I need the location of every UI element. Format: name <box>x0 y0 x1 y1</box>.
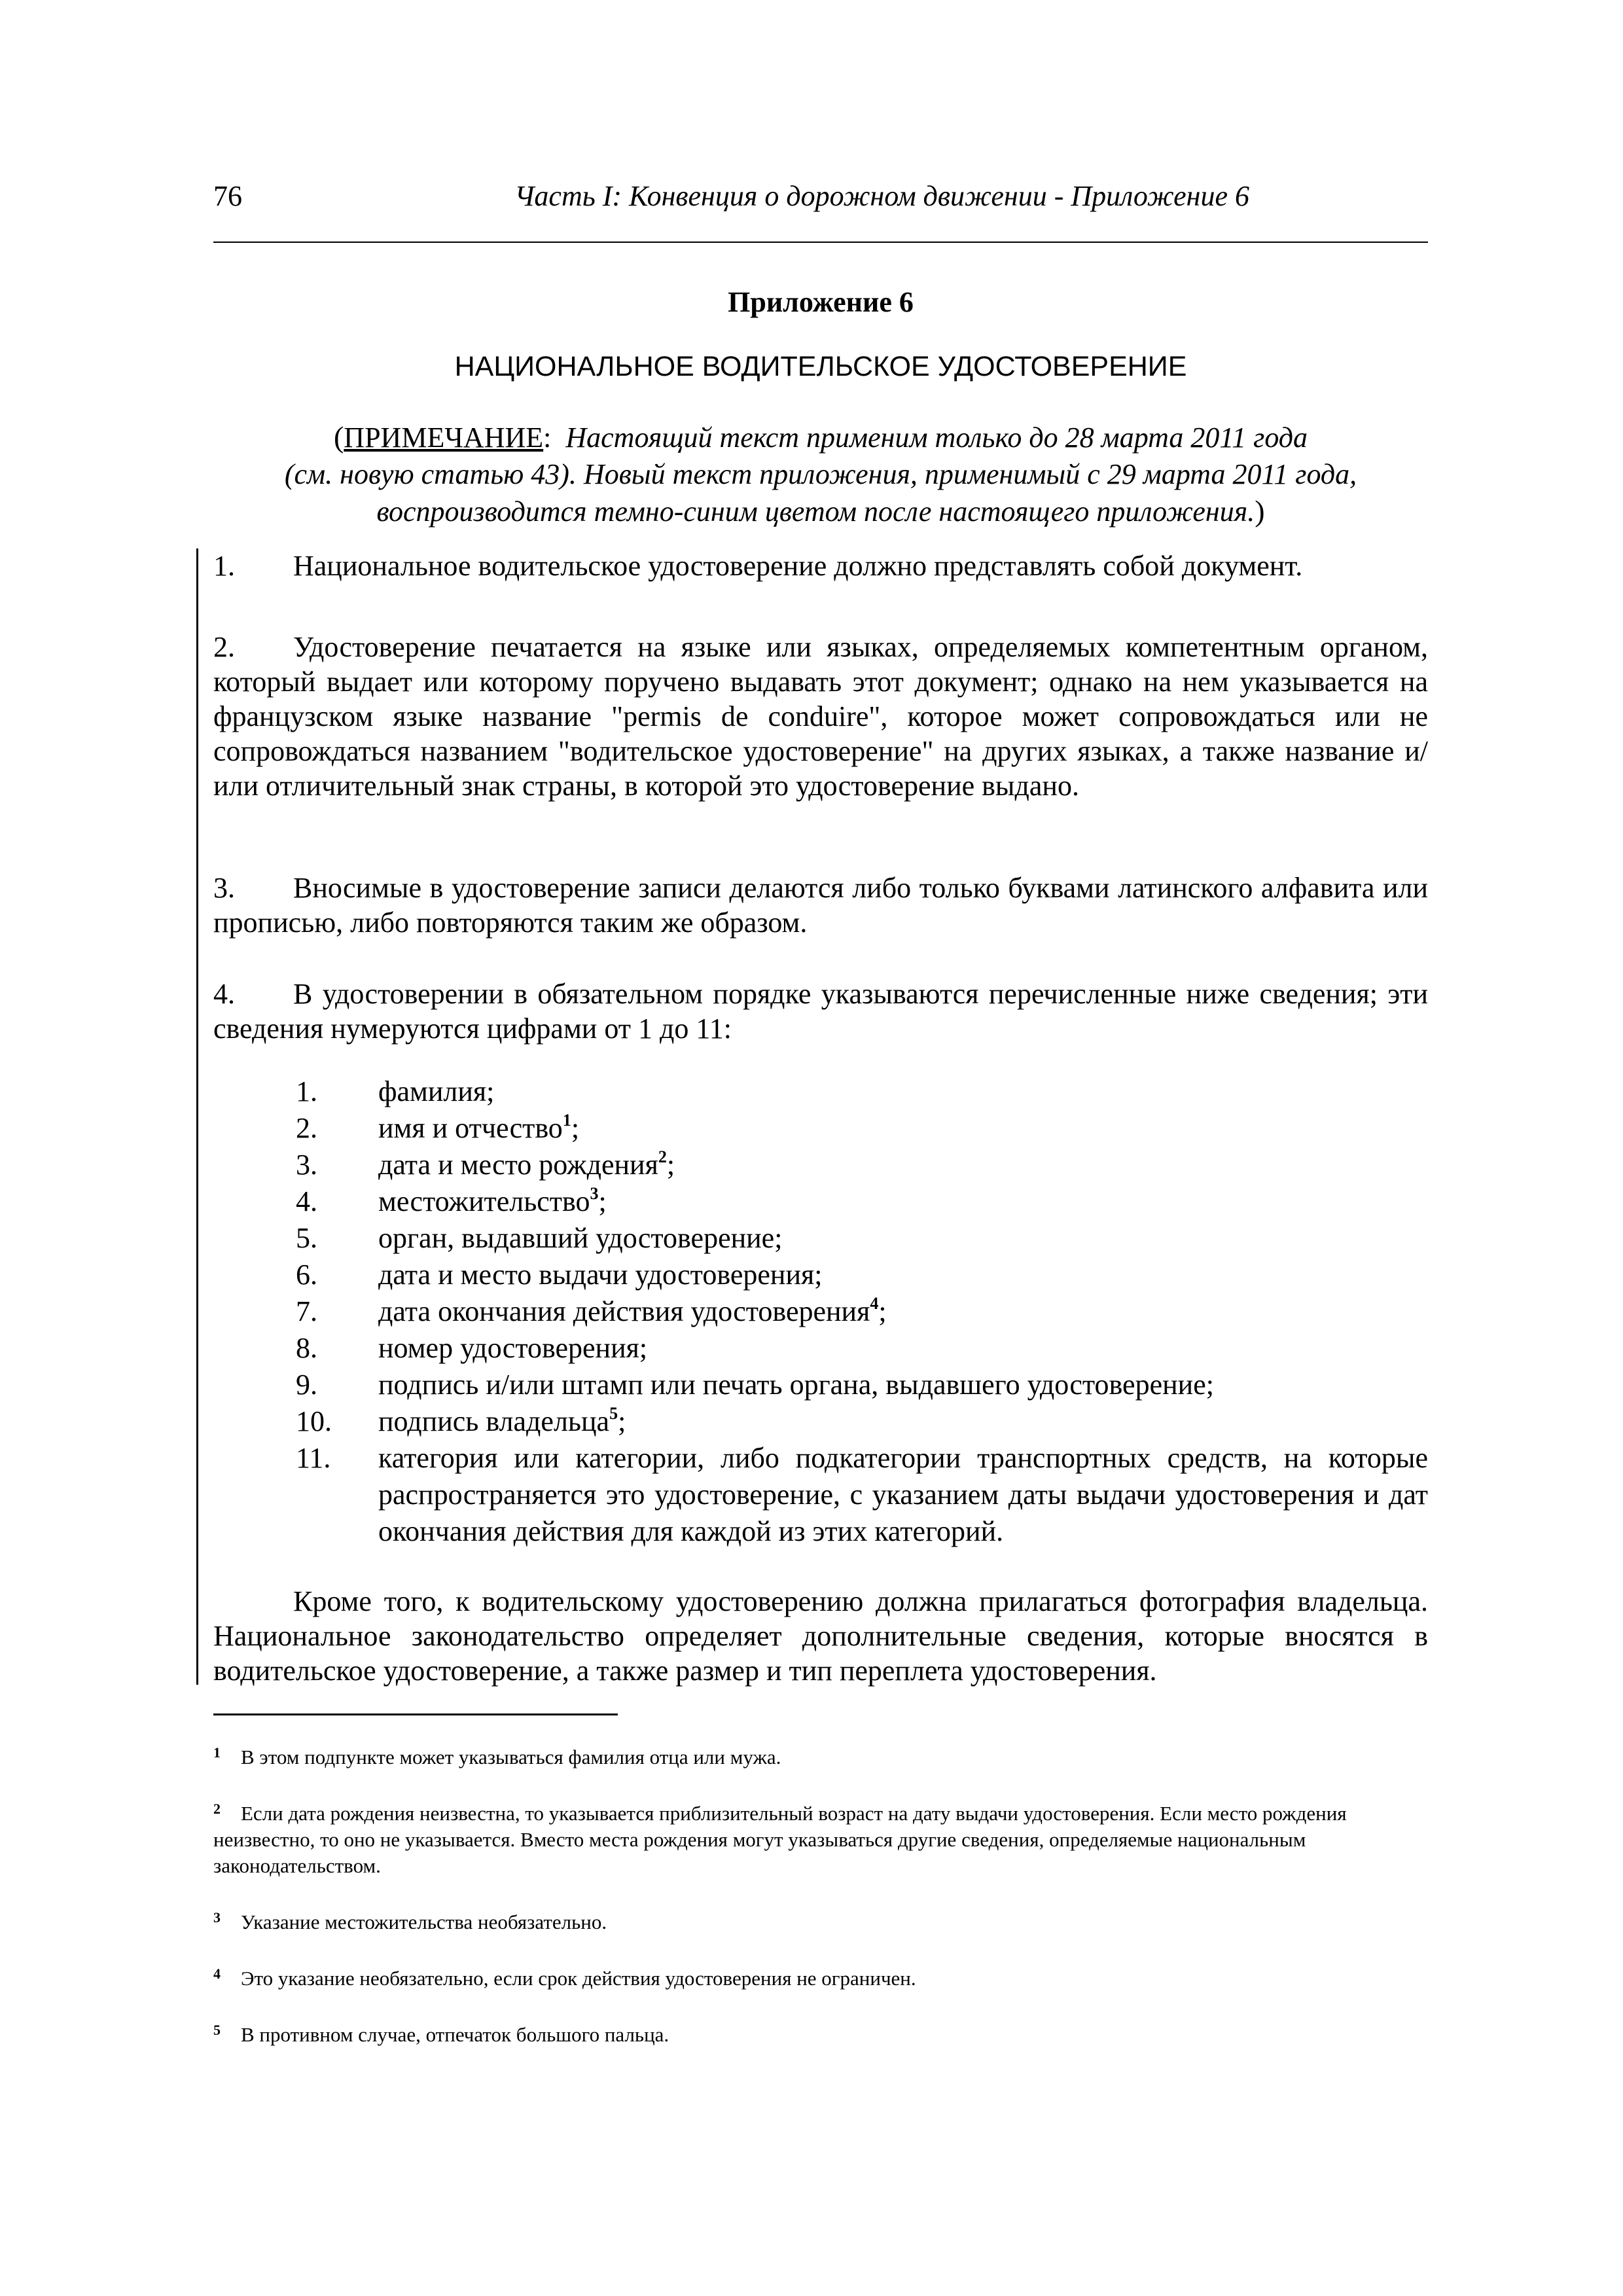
paragraph-4 <box>213 977 1428 1046</box>
footnote-text: Указание местожительства необязательно. <box>241 1910 607 1933</box>
list-item-tail: ; <box>774 1222 783 1254</box>
list-item-text: дата окончания действия удостоверения <box>378 1295 870 1327</box>
footnote-mark: 1 <box>213 1744 221 1761</box>
list-item-tail: ; <box>571 1112 580 1144</box>
footnote-5 <box>213 2017 1428 2048</box>
footnote-text: В противном случае, отпечаток большого пальца. <box>241 2023 669 2046</box>
note-open-paren: ( <box>333 420 344 454</box>
footnote-ref[interactable]: 1 <box>562 1111 571 1130</box>
note-close-paren: ) <box>1255 494 1265 528</box>
list-item-text: подпись и/или штамп или печать органа, выдавшего удостоверение <box>378 1369 1206 1401</box>
annex-subtitle: НАЦИОНАЛЬНОЕ ВОДИТЕЛЬСКОЕ УДОСТОВЕРЕНИЕ <box>454 351 1187 382</box>
paragraph-2 <box>213 630 1428 803</box>
list-item-tail: ; <box>486 1075 495 1107</box>
footnote-ref[interactable]: 4 <box>870 1294 879 1313</box>
paragraph-text: Национальное водительское удостоверение должно представлять собой документ. <box>293 550 1303 582</box>
list-item-number: 2. <box>296 1112 317 1144</box>
list-item-text: местожительство <box>378 1185 590 1217</box>
list-item-text: категория или категории, либо подкатегории транспортных средств, на которые распространяется это удостоверение, с указанием даты выдачи удостоверения и дат окончания действия для каждой из этих категорий. <box>378 1442 1428 1547</box>
list-item <box>213 1183 1428 1220</box>
annex-title: Приложение 6 <box>728 286 914 318</box>
paragraph-text: Вносимые в удостоверение записи делаются либо только буквами латинского алфавита или прописью, либо повторяются таким же образом. <box>213 872 1428 939</box>
footnote-text: В этом подпункте может указываться фамилия отца или мужа. <box>241 1746 781 1768</box>
list-item-text: номер удостоверения <box>378 1332 639 1364</box>
list-item <box>213 1110 1428 1147</box>
list-item-tail: ; <box>814 1259 823 1291</box>
footnote-2 <box>213 1796 1428 1879</box>
note-line-1 <box>213 419 1428 456</box>
footnote-ref[interactable]: 5 <box>609 1404 618 1423</box>
list-item-number: 7. <box>296 1295 317 1327</box>
note-line-3 <box>213 493 1428 530</box>
paragraph-text: В удостоверении в обязательном порядке указываются перечисленные ниже сведения; эти сведения нумеруются цифрами от 1 до 11: <box>213 978 1428 1045</box>
list-item <box>213 1403 1428 1440</box>
footnote-1 <box>213 1740 1428 1770</box>
list-item-text: дата и место рождения <box>378 1149 658 1181</box>
note-text-line-2: (см. новую статью 43). Новый текст приложения, применимый с 29 марта 2011 года, <box>284 458 1357 490</box>
paragraph-number: 1. <box>213 550 235 582</box>
required-details-list <box>213 1073 1428 1550</box>
list-item-number: 5. <box>296 1222 317 1254</box>
list-item-tail: ; <box>639 1332 648 1364</box>
list-item-number: 1. <box>296 1075 317 1107</box>
running-title: Часть I: Конвенция о дорожном движении - Приложение 6 <box>514 180 1249 212</box>
list-item-number: 11. <box>296 1442 331 1474</box>
list-item-text: орган, выдавший удостоверение <box>378 1222 775 1254</box>
page-number: 76 <box>213 180 242 212</box>
list-item-tail: ; <box>878 1295 887 1327</box>
note-colon: : <box>543 422 552 454</box>
footnote-text: Если дата рождения неизвестна, то указывается приблизительный возраст на дату выдачи удостоверения. Если место рождения неизвестно, то оно не указывается. Вместо места рождения могут указываться другие сведения, определяемые национальным законодательством. <box>213 1802 1347 1877</box>
list-item <box>213 1367 1428 1403</box>
list-item-text: фамилия <box>378 1075 487 1107</box>
list-item-number: 10. <box>296 1405 332 1437</box>
note-text-line-1: Настоящий текст применим только до 28 марта 2011 года <box>565 422 1308 454</box>
paragraph-number: 2. <box>213 631 235 663</box>
footnote-separator <box>213 1713 618 1715</box>
list-item-tail: ; <box>618 1405 626 1437</box>
note-text-line-3: воспроизводится темно-синим цветом после настоящего приложения. <box>376 495 1255 528</box>
list-item <box>213 1440 1428 1550</box>
list-item-number: 6. <box>296 1259 317 1291</box>
footnote-ref[interactable]: 3 <box>590 1184 599 1203</box>
footnote-mark: 5 <box>213 2022 221 2038</box>
closing-paragraph: Кроме того, к водительскому удостоверению должна прилагаться фотография владельца. Национальное законодательство определяет дополнительные сведения, которые вносятся в водительское удостоверение, а также размер и тип переплета удостоверения. <box>213 1585 1428 1687</box>
list-item-number: 3. <box>296 1149 317 1181</box>
list-item-tail: ; <box>1205 1369 1214 1401</box>
list-item-text: подпись владельца <box>378 1405 610 1437</box>
list-item <box>213 1293 1428 1330</box>
list-item <box>213 1073 1428 1110</box>
paragraph-number: 4. <box>213 978 235 1010</box>
list-item-text: дата и место выдачи удостоверения <box>378 1259 815 1291</box>
list-item-tail: ; <box>598 1185 607 1217</box>
footnote-3 <box>213 1905 1428 1935</box>
footnote-4 <box>213 1961 1428 1992</box>
note-label: ПРИМЕЧАНИЕ <box>344 422 544 454</box>
list-item <box>213 1257 1428 1293</box>
editorial-note <box>213 419 1428 530</box>
footnote-text: Это указание необязательно, если срок действия удостоверения не ограничен. <box>241 1967 916 1990</box>
paragraph-3 <box>213 870 1428 940</box>
list-item-number: 9. <box>296 1369 317 1401</box>
list-item-tail: ; <box>666 1149 675 1181</box>
footnote-ref[interactable]: 2 <box>658 1147 667 1166</box>
change-bar <box>196 548 198 1685</box>
list-item-text: имя и отчество <box>378 1112 563 1144</box>
footnote-mark: 2 <box>213 1801 221 1817</box>
list-item-number: 4. <box>296 1185 317 1217</box>
footnote-mark: 4 <box>213 1965 221 1982</box>
list-item <box>213 1147 1428 1183</box>
paragraph-number: 3. <box>213 872 235 904</box>
list-item <box>213 1220 1428 1257</box>
paragraph-1 <box>213 548 1428 583</box>
header-rule <box>213 242 1428 243</box>
list-item <box>213 1330 1428 1367</box>
footnote-mark: 3 <box>213 1909 221 1926</box>
list-item-number: 8. <box>296 1332 317 1364</box>
paragraph-text: Удостоверение печатается на языке или языках, определяемых компетентным органом, который выдает или которому поручено выдавать этот документ; однако на нем указывается на французском языке название "permis de conduire", которое может сопровождаться или не сопровождаться названием "водительское удостоверение" на других языках, а также название и/или отличительный знак страны, в которой это удостоверение выдано. <box>213 631 1428 802</box>
